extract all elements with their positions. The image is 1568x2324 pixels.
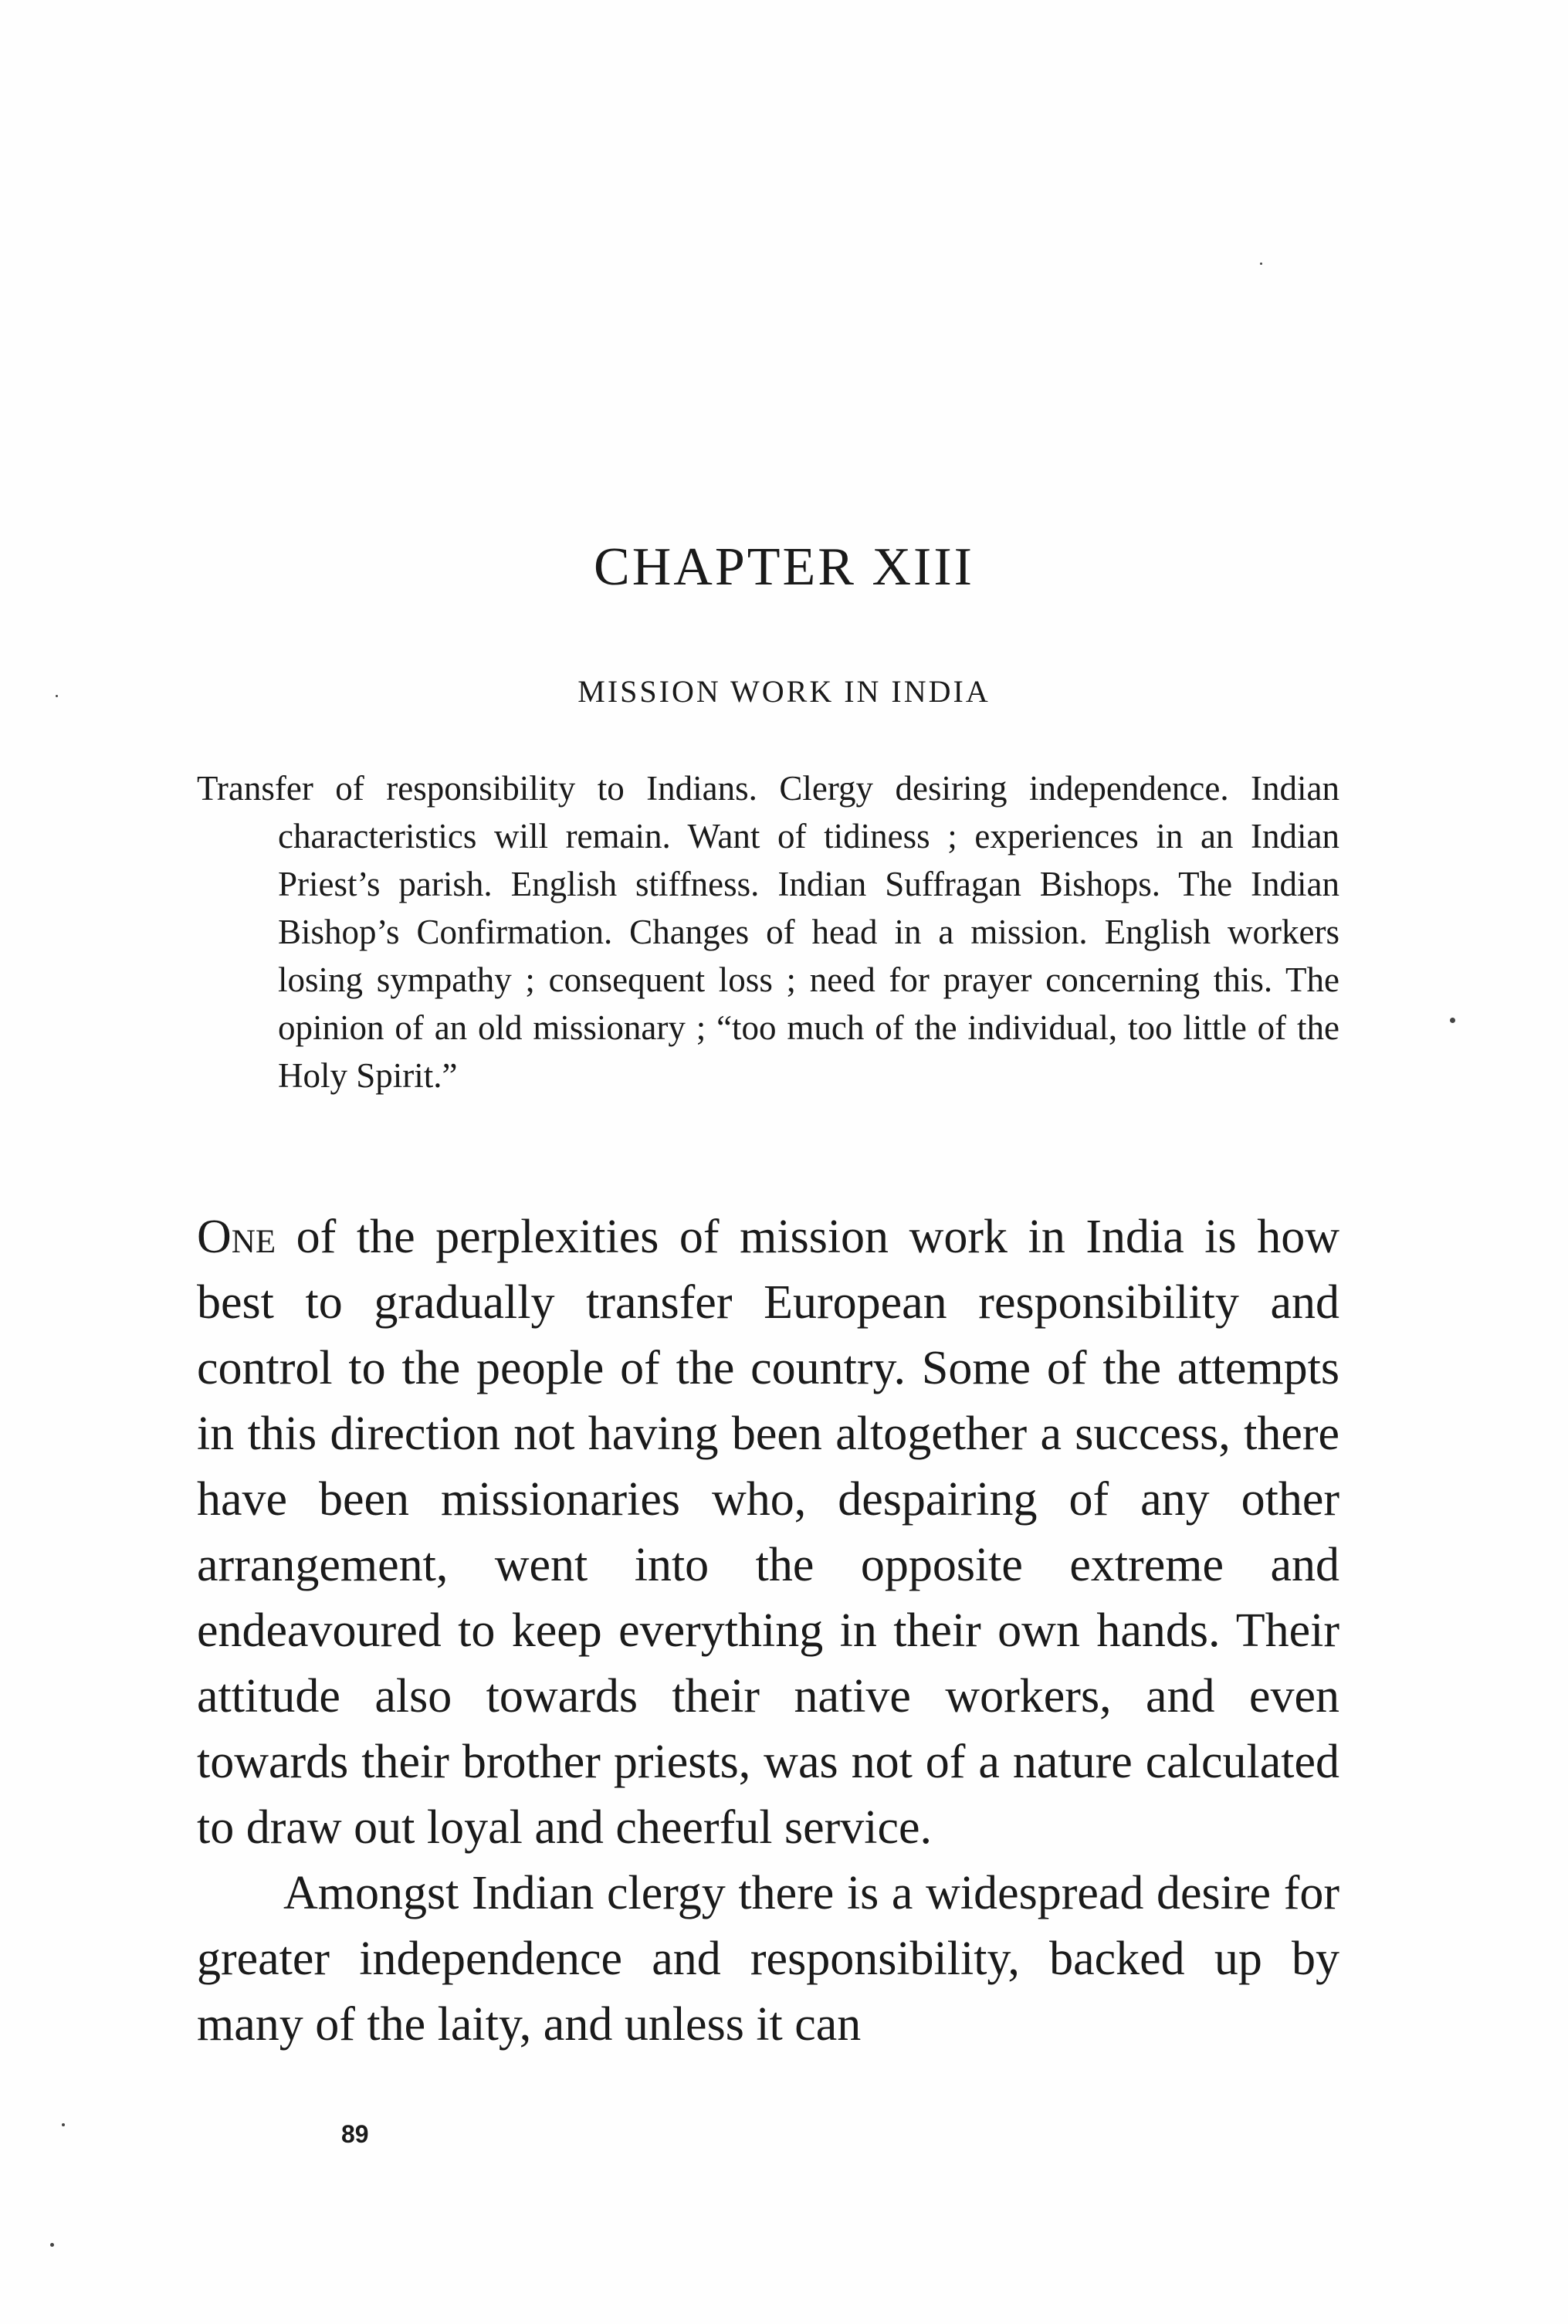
paragraph-1-text: of the perplexities of mission work in India is how best to gradually transfer European responsibility and control to the people of the country. Some of the attempts in this direction not having been altogether a success, there have been missionaries who, despairing of any other arrangement, went into the opposite extreme and endeavoured to keep everything in their own hands. Their attitude also towards their native workers, and even towards their brother priests, was not of a nature calculated to draw out loyal and cheerful service. [197, 1211, 1339, 1854]
page-number: 89 [341, 2120, 369, 2148]
scan-speck [62, 2123, 65, 2126]
paragraph-1 [197, 1204, 1339, 1861]
scan-speck [50, 2243, 54, 2247]
body-text [197, 1204, 1339, 2058]
scan-speck [1450, 1018, 1455, 1023]
scan-speck [56, 695, 58, 697]
scan-speck [1260, 263, 1262, 265]
chapter-heading: CHAPTER XIII [594, 537, 974, 597]
paragraph-1-lead: One [197, 1211, 276, 1263]
chapter-subtitle: MISSION WORK IN INDIA [577, 674, 991, 709]
chapter-synopsis: Transfer of responsibility to Indians. Clergy desiring independence. Indian characteristics will remain. Want of tidiness ; experiences in an Indian Priest’s parish. English stiffness. Indian Suffragan Bishops. The Indian Bishop’s Confirmation. Changes of head in a mission. English workers losing sympathy ; consequent loss ; need for prayer concerning this. The opinion of an old missionary ; “too much of the individual, too little of the Holy Spirit.” [197, 769, 1339, 1095]
paragraph-2: Amongst Indian clergy there is a widespread desire for greater independence and responsibility, backed up by many of the laity, and unless it can [197, 1867, 1339, 2051]
